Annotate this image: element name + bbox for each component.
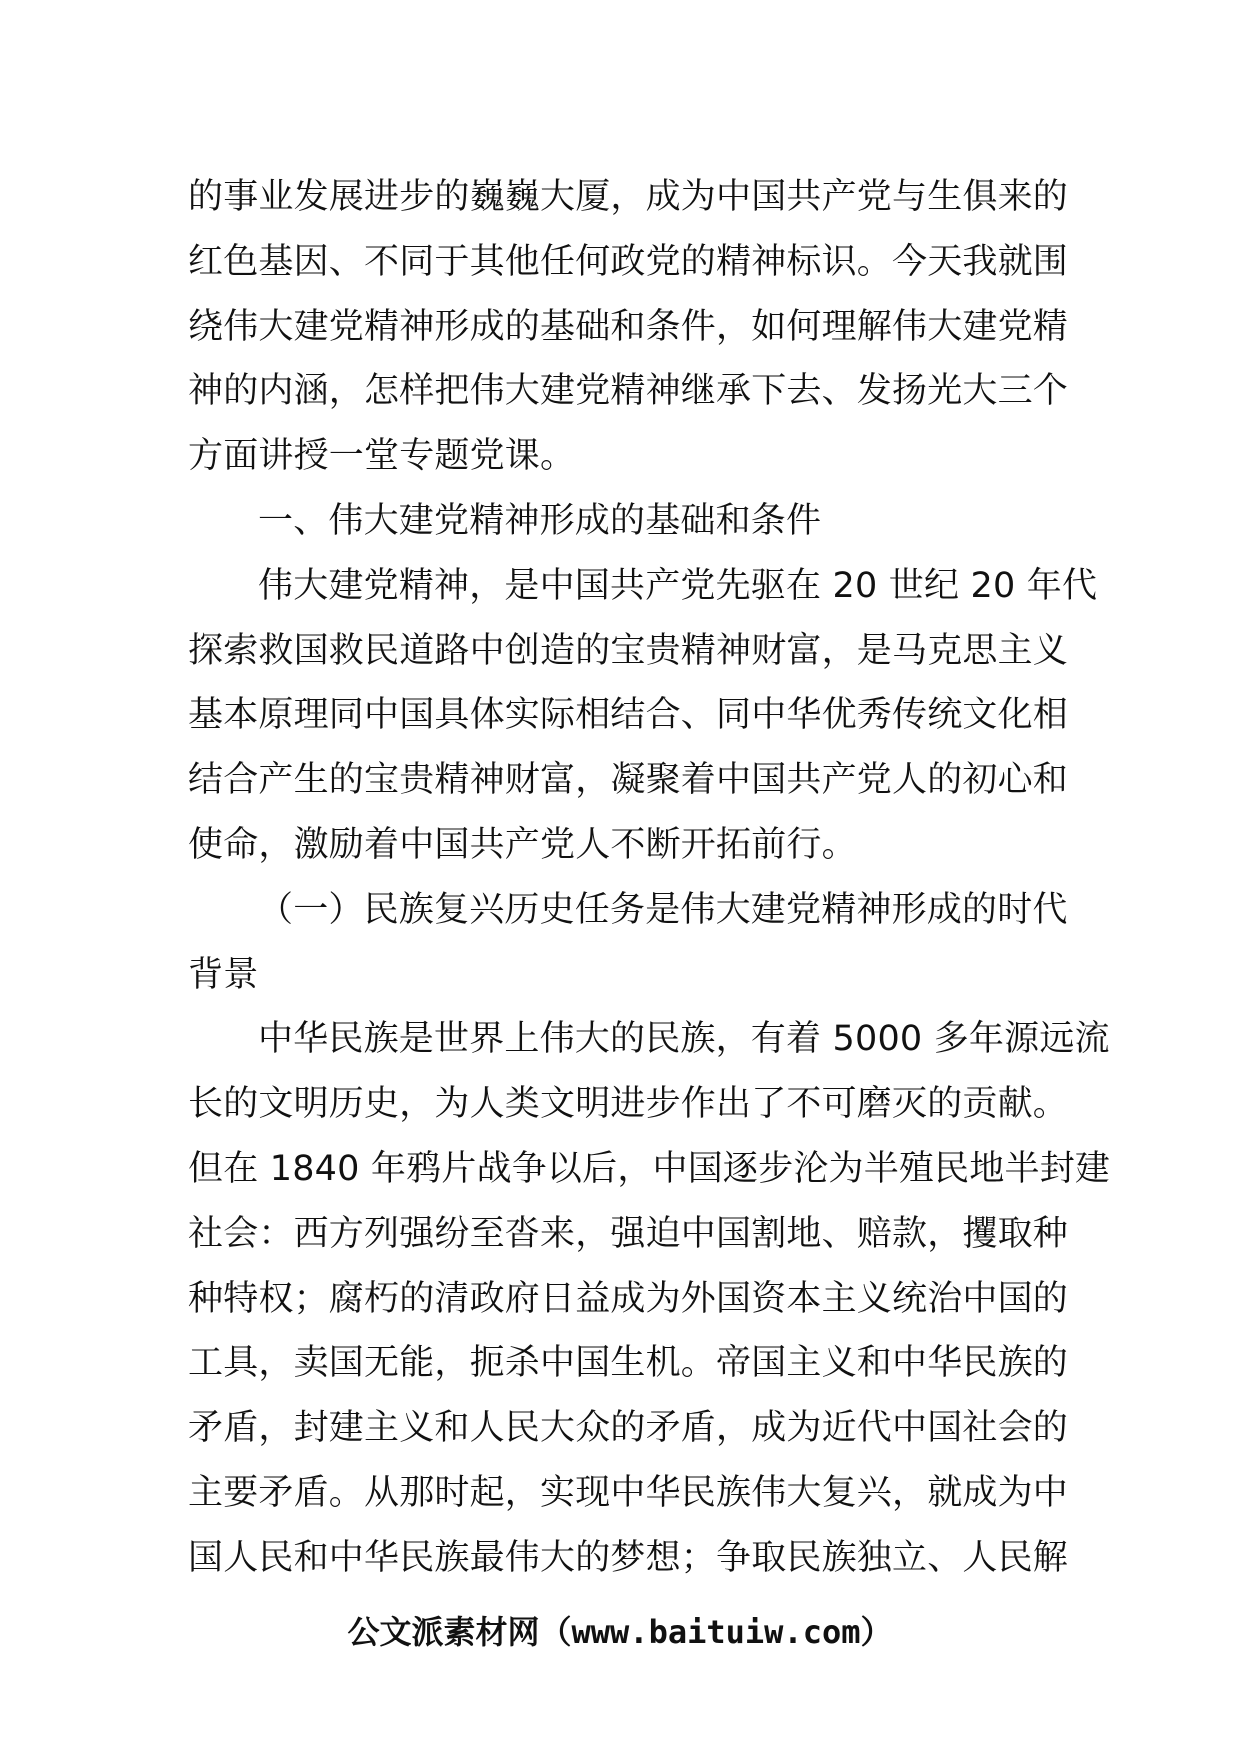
- text-line: 绕伟大建党精神形成的基础和条件，如何理解伟大建党精: [188, 306, 1069, 347]
- text-line: 社会：西方列强纷至沓来，强迫中国割地、赔款，攫取种: [188, 1213, 1069, 1254]
- footer-url: （www.baituiw.com）: [539, 1613, 893, 1651]
- text-line: 伟大建党精神，是中国共产党先驱在 20 世纪 20 年代: [258, 565, 1098, 606]
- document-body: [188, 165, 1111, 1591]
- text-line: 神的内涵，怎样把伟大建党精神继承下去、发扬光大三个: [188, 371, 1069, 412]
- text-line: 主要矛盾。从那时起，实现中华民族伟大复兴，就成为中: [188, 1472, 1069, 1513]
- section-heading: 一、伟大建党精神形成的基础和条件: [258, 500, 822, 541]
- text-line: 矛盾，封建主义和人民大众的矛盾，成为近代中国社会的: [188, 1408, 1069, 1449]
- text-line: 结合产生的宝贵精神财富，凝聚着中国共产党人的初心和: [188, 760, 1069, 801]
- text-line: 红色基因、不同于其他任何政党的精神标识。今天我就围: [188, 241, 1069, 282]
- text-line: 方面讲授一堂专题党课。: [188, 436, 576, 477]
- text-line: 国人民和中华民族最伟大的梦想；争取民族独立、人民解: [188, 1537, 1069, 1578]
- page-footer: [0, 1608, 1240, 1656]
- text-line: 工具，卖国无能，扼杀中国生机。帝国主义和中华民族的: [188, 1343, 1069, 1384]
- text-line: 中华民族是世界上伟大的民族，有着 5000 多年源远流: [258, 1019, 1110, 1060]
- footer-site-name: 公文派素材网: [347, 1613, 540, 1651]
- text-line: 基本原理同中国具体实际相结合、同中华优秀传统文化相: [188, 695, 1069, 736]
- text-line: 使命，激励着中国共产党人不断开拓前行。: [188, 824, 857, 865]
- subsection-heading: 背景: [188, 954, 259, 995]
- text-line: 种特权；腐朽的清政府日益成为外国资本主义统治中国的: [188, 1278, 1069, 1319]
- text-line: 探索救国救民道路中创造的宝贵精神财富，是马克思主义: [188, 630, 1069, 671]
- subsection-heading: （一）民族复兴历史任务是伟大建党精神形成的时代: [258, 889, 1068, 930]
- text-line: 但在 1840 年鸦片战争以后，中国逐步沦为半殖民地半封建: [188, 1148, 1111, 1189]
- text-line: 的事业发展进步的巍巍大厦，成为中国共产党与生俱来的: [188, 177, 1069, 217]
- text-line: 长的文明历史，为人类文明进步作出了不可磨灭的贡献。: [188, 1084, 1069, 1125]
